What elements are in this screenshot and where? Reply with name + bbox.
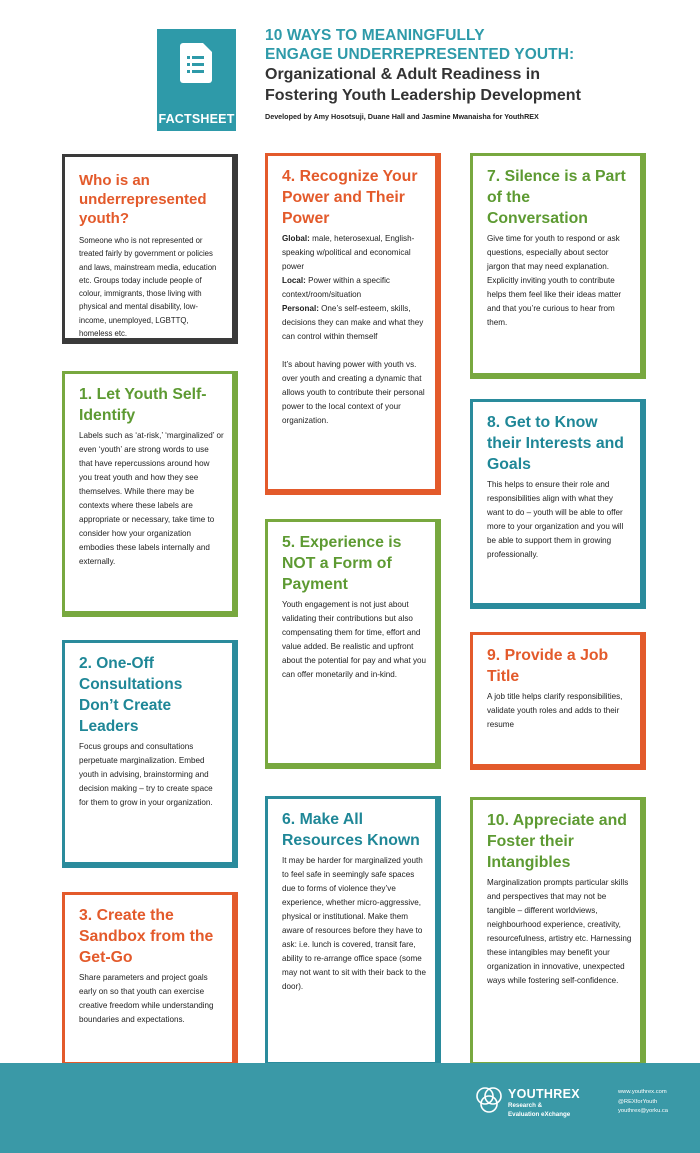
card-8-get-to-know-interests: [470, 399, 646, 609]
card-title: 3. Create the Sandbox from the Get-Go: [79, 907, 214, 966]
card-body: Give time for youth to respond or ask questions, especially about sector jargon that may need explanation. Explicitly inviting youth to contribute helps them feel like their ideas matter and that you’re curious to hear from them.: [487, 234, 622, 327]
card-title: 5. Experience is NOT a Form of Payment: [282, 534, 402, 593]
card-title: 7. Silence is a Part of the Conversation: [487, 168, 626, 227]
card-title: 2. One-Off Consultations Don’t Create Leaders: [79, 655, 183, 735]
card-title: 8. Get to Know their Interests and Goals: [487, 414, 624, 473]
document-icon: [180, 43, 212, 83]
twitter-handle[interactable]: @REXforYouth: [618, 1098, 658, 1105]
card-body: A job title helps clarify responsibilities, validate youth roles and adds to their resume: [487, 692, 623, 729]
brand-name: YOUTHREX: [508, 1087, 580, 1101]
factsheet-label: FACTSHEET: [158, 112, 235, 126]
card-2-one-off-consultations: [62, 640, 238, 868]
card-9-provide-a-job-title: [470, 632, 646, 770]
card-body: Marginalization prompts particular skills and perspectives that may not be tangible – different worldviews, neighbourhood experience, creativity, resourcefulness, artistry etc. Harnessing these intangibles may benefit your organization in innovative, unexpected ways while fostering self-confidence.: [487, 878, 632, 985]
power-local: [282, 274, 427, 302]
brand-sub-1: Research &: [508, 1102, 543, 1109]
personal-text: One’s self-esteem, skills, decisions they can make and what they can control within themself: [282, 304, 424, 341]
footer-bar: [0, 1063, 700, 1153]
card-4-recognize-your-power: [265, 153, 441, 495]
email-link[interactable]: youthrex@yorku.ca: [618, 1108, 669, 1114]
card-body: Someone who is not represented or treated fairly by government or policies and laws, mainstream media, education etc. Groups today include people of colour, immigrants, those living with physical and mental disability, low-income, unemployed, LGBTTQ, homeless etc.: [79, 236, 217, 339]
local-label: Local:: [282, 276, 306, 285]
card-body: Focus groups and consultations perpetuate marginalization. Embed youth in advising, brainstorming and decision making – try to create space for them to grow in your organization.: [79, 742, 213, 807]
card-3-create-the-sandbox: [62, 892, 238, 1068]
youthrex-logo-icon: [474, 1085, 504, 1115]
card-body: It’s about having power with youth vs. over youth and creating a dynamic that allows youth to contribute their personal power to the local context of your organization.: [282, 360, 425, 425]
youthrex-brand: [508, 1087, 580, 1119]
card-title: 6. Make All Resources Known: [282, 811, 420, 849]
global-text: male, heterosexual, English-speaking w/political and economical power: [282, 234, 415, 271]
brand-sub-2: Evaluation eXchange: [508, 1111, 571, 1118]
card-title: 9. Provide a Job Title: [487, 647, 609, 685]
card-6-make-all-resources-known: [265, 796, 441, 1068]
card-title: 1. Let Youth Self-Identify: [79, 386, 207, 424]
factsheet-logo: [157, 29, 236, 131]
power-global: [282, 232, 427, 274]
card-who-is-underrepresented: [62, 154, 238, 344]
card-body: Labels such as ‘at-risk,’ ‘marginalized’ or even ‘youth’ are strong words to use that have repercussions around how you treat youth and how they see themselves. While there may be contexts where these labels are appropriate or necessary, take time to consider how your organization embodies these labels internally and externally.: [79, 431, 224, 566]
card-body: Share parameters and project goals early on so that youth can exercise creative freedom while understanding boundaries and expectations.: [79, 973, 214, 1024]
power-personal: [282, 302, 427, 344]
card-body: This helps to ensure their role and responsibilities align with what they want to do – youth will be able to offer more to your organization and you will be able to support them in growing professionally.: [487, 480, 624, 559]
card-10-appreciate-intangibles: [470, 797, 646, 1068]
subtitle-line-2: Fostering Youth Leadership Development: [265, 87, 581, 104]
card-body: It may be harder for marginalized youth to feel safe in seemingly safe spaces due to forms of violence they’ve experience, whether micro-aggressive, physical or institutional. Make them aware of resources before they have to ask: i.e. lunch is covered, transit fare, ability to re-arrange office space (some may not want to sit with their back to the door).: [282, 856, 426, 991]
author-credit: Developed by Amy Hosotsuji, Duane Hall and Jasmine Mwanaisha for YouthREX: [265, 112, 539, 121]
title-line-1: 10 WAYS TO MEANINGFULLY: [265, 27, 485, 44]
card-title: 4. Recognize Your Power and Their Power: [282, 168, 418, 227]
title-line-2: ENGAGE UNDERREPRESENTED YOUTH:: [265, 46, 575, 63]
card-title: Who is an underrepresented youth?: [79, 172, 207, 227]
subtitle-line-1: Organizational & Adult Readiness in: [265, 66, 540, 83]
card-7-silence-is-part: [470, 153, 646, 379]
card-body: Youth engagement is not just about validating their contributions but also compensating them for time, effort and value added. Be realistic and upfront about the potential for pay and what you can offer monetarily and in-kind.: [282, 600, 426, 679]
card-title: 10. Appreciate and Foster their Intangibles: [487, 812, 627, 871]
page-header: [265, 26, 685, 121]
local-text: Power within a specific context/room/situation: [282, 276, 390, 299]
card-5-experience-not-payment: [265, 519, 441, 769]
personal-label: Personal:: [282, 304, 319, 313]
website-link[interactable]: www.youthrex.com: [618, 1089, 667, 1095]
contact-info: [618, 1088, 668, 1117]
card-1-let-youth-self-identify: [62, 371, 238, 617]
global-label: Global:: [282, 234, 310, 243]
